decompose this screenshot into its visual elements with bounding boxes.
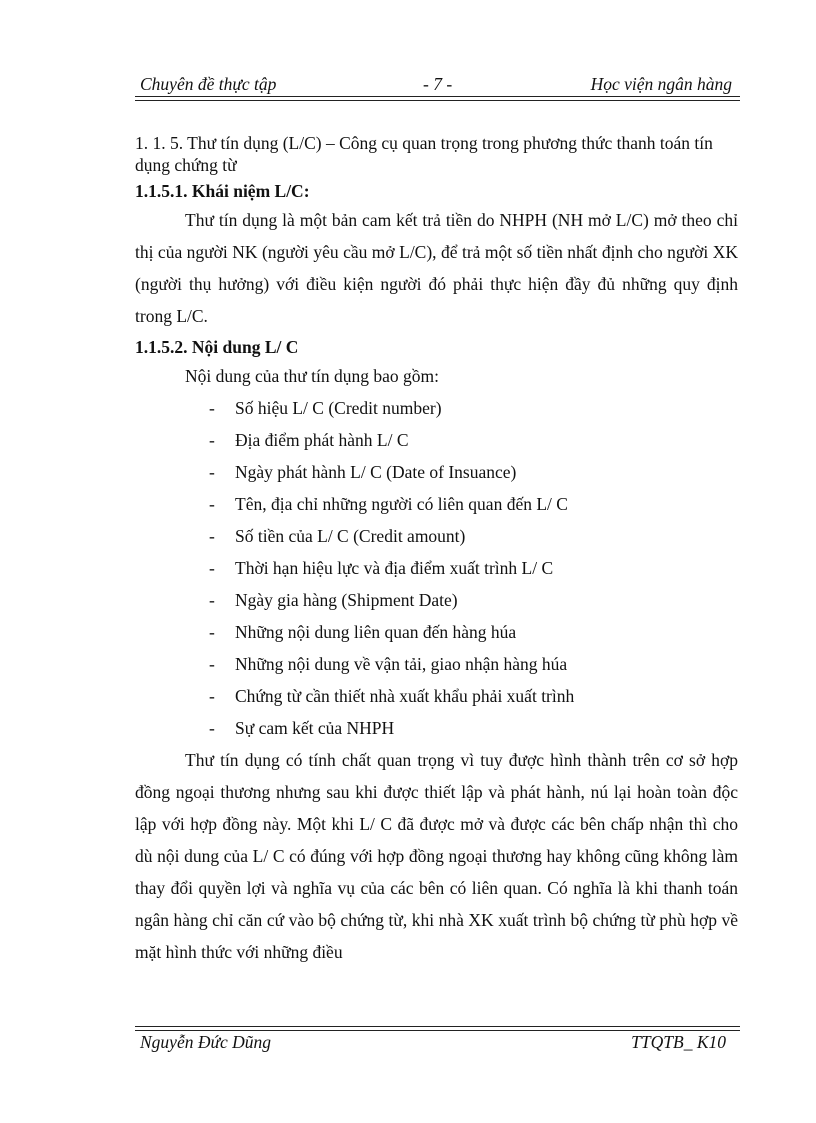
list-item xyxy=(135,488,738,520)
list-item-text: Sự cam kết của NHPH xyxy=(235,718,395,738)
list-item xyxy=(135,712,738,744)
author-name: Nguyễn Đức Dũng xyxy=(140,1032,272,1052)
bullet-dash: - xyxy=(209,430,215,450)
list-item-text: Ngày gia hàng (Shipment Date) xyxy=(235,590,458,610)
list-item xyxy=(135,552,738,584)
list-item xyxy=(135,584,738,616)
page-number: - 7 - xyxy=(423,74,453,94)
list-item-text: Chứng từ cần thiết nhà xuất khẩu phải xuất trình xyxy=(235,686,575,706)
list-item xyxy=(135,616,738,648)
list-item-text: Tên, địa chỉ những người có liên quan đến L/ C xyxy=(235,494,568,514)
bullet-dash: - xyxy=(209,526,215,546)
list-item-text: Ngày phát hành L/ C (Date of Insuance) xyxy=(235,462,517,482)
list-item-text: Những nội dung về vận tải, giao nhận hàng húa xyxy=(235,654,568,674)
page-footer xyxy=(135,1030,740,1056)
page-header xyxy=(135,70,740,96)
bullet-dash: - xyxy=(209,590,215,610)
subsection-heading-contents: 1.1.5.2. Nội dung L/ C xyxy=(135,337,299,357)
document-body xyxy=(135,132,738,968)
bullet-dash: - xyxy=(209,654,215,674)
list-item xyxy=(135,520,738,552)
contents-list xyxy=(135,392,738,744)
header-institution: Học viện ngân hàng xyxy=(590,74,732,94)
list-item-text: Thời hạn hiệu lực và địa điểm xuất trình L/ C xyxy=(235,558,554,578)
bullet-dash: - xyxy=(209,558,215,578)
list-item xyxy=(135,456,738,488)
list-item-text: Những nội dung liên quan đến hàng húa xyxy=(235,622,517,642)
list-item xyxy=(135,424,738,456)
bullet-dash: - xyxy=(209,686,215,706)
list-item xyxy=(135,392,738,424)
header-divider xyxy=(135,96,740,101)
closing-paragraph: Thư tín dụng có tính chất quan trọng vì tuy được hình thành trên cơ sở hợp đồng ngoại thương nhưng sau khi được thiết lập và phát hành, nú lại hoàn toàn độc lập với hợp đồng này. Một khi L/ C đã được mở và được các bên chấp nhận thì cho dù nội dung của L/ C có đúng với hợp đồng ngoại thương hay không cũng không làm thay đổi quyền lợi và nghĩa vụ của các bên có liên quan. Có nghĩa là khi thanh toán ngân hàng chỉ căn cứ vào bộ chứng từ, khi nhà XK xuất trình bộ chứng từ phù hợp về mặt hình thức với những điều xyxy=(135,750,738,962)
subsection-heading-concept: 1.1.5.1. Khái niệm L/C: xyxy=(135,181,310,201)
list-item-text: Số hiệu L/ C (Credit number) xyxy=(235,398,442,418)
bullet-dash: - xyxy=(209,398,215,418)
bullet-dash: - xyxy=(209,494,215,514)
bullet-dash: - xyxy=(209,718,215,738)
concept-paragraph: Thư tín dụng là một bản cam kết trả tiền do NHPH (NH mở L/C) mở theo chỉ thị của người NK (người yêu cầu mở L/C), để trả một số tiền nhất định cho người XK (người thụ hưởng) với điều kiện người đó phải thực hiện đầy đủ những quy định trong L/C. xyxy=(135,210,738,326)
list-item-text: Số tiền của L/ C (Credit amount) xyxy=(235,526,466,546)
section-title: 1. 1. 5. Thư tín dụng (L/C) – Công cụ quan trọng trong phương thức thanh toán tín dụng chứng từ xyxy=(135,133,713,175)
bullet-dash: - xyxy=(209,462,215,482)
bullet-dash: - xyxy=(209,622,215,642)
list-item-text: Địa điểm phát hành L/ C xyxy=(235,430,409,450)
list-item xyxy=(135,648,738,680)
list-item xyxy=(135,680,738,712)
contents-intro: Nội dung của thư tín dụng bao gồm: xyxy=(185,366,439,386)
class-code: TTQTB_ K10 xyxy=(631,1032,726,1052)
header-document-type: Chuyên đề thực tập xyxy=(140,74,277,94)
